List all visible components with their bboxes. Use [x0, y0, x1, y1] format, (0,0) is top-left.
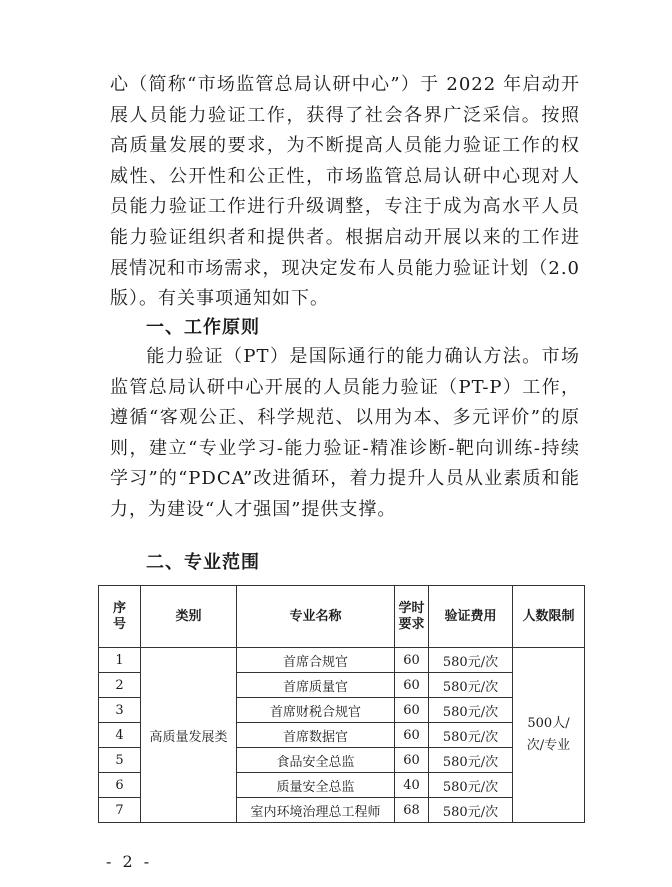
section-heading-principles: 一、工作原则	[146, 317, 260, 338]
cell-limit-text: 500人/次/专业	[526, 716, 571, 753]
header-seq	[99, 586, 141, 648]
cell-hours: 60	[395, 723, 429, 748]
cell-fee: 580元/次	[429, 673, 513, 698]
header-hours-text: 学时要求	[398, 600, 425, 632]
cell-fee: 580元/次	[429, 723, 513, 748]
cell-hours: 68	[395, 798, 429, 823]
cell-seq: 7	[99, 798, 141, 823]
cell-category: 高质量发展类	[141, 648, 237, 823]
cell-name: 首席质量官	[237, 673, 395, 698]
table-row	[99, 648, 585, 673]
cell-name: 食品安全总监	[237, 748, 395, 773]
cell-name: 室内环境治理总工程师	[237, 798, 395, 823]
cell-fee: 580元/次	[429, 648, 513, 673]
cell-name: 首席合规官	[237, 648, 395, 673]
header-limit: 人数限制	[513, 586, 585, 648]
header-hours	[395, 586, 429, 648]
cell-name: 首席财税合规官	[237, 698, 395, 723]
cell-limit	[513, 648, 585, 823]
cell-name: 质量安全总监	[237, 773, 395, 798]
cell-seq: 6	[99, 773, 141, 798]
header-fee: 验证费用	[429, 586, 513, 648]
header-name: 专业名称	[237, 586, 395, 648]
page-number: - 2 -	[106, 852, 153, 871]
cell-seq: 1	[99, 648, 141, 673]
cell-hours: 60	[395, 698, 429, 723]
cell-hours: 40	[395, 773, 429, 798]
header-seq-text: 序号	[112, 600, 126, 632]
cell-fee: 580元/次	[429, 748, 513, 773]
cell-name: 首席数据官	[237, 723, 395, 748]
table-header-row	[99, 586, 585, 648]
cell-fee: 580元/次	[429, 798, 513, 823]
cell-seq: 2	[99, 673, 141, 698]
paragraph-principles-text: 能力验证（PT）是国际通行的能力确认方法。市场监管总局认研中心开展的人员能力验证（PT-P）工作，遵循“客观公正、科学规范、以用为本、多元评价”的原则，建立“专业学习-能力验证-精准诊断-靶向训练-持续学习”的“PDCA”改进循环，着力提升人员从业素质和能力，为建设“人才强国”提供支撑。	[110, 346, 580, 520]
cell-fee: 580元/次	[429, 773, 513, 798]
header-category: 类别	[141, 586, 237, 648]
cell-hours: 60	[395, 648, 429, 673]
paragraph-intro-continued: 心（简称“市场监管总局认研中心”）于 2022 年启动开展人员能力验证工作，获得了社会各界广泛采信。按照高质量发展的要求，为不断提高人员能力验证工作的权威性、公开性和公正性，市场监管总局认研中心现对人员能力验证工作进行升级调整，专注于成为高水平人员能力验证组织者和提供者。根据启动开展以来的工作进展情况和市场需求，现决定发布人员能力验证计划（2.0版）。有关事项通知如下。	[110, 74, 580, 310]
cell-hours: 60	[395, 748, 429, 773]
cell-hours: 60	[395, 673, 429, 698]
paragraph-principles	[110, 342, 580, 526]
cell-seq: 3	[99, 698, 141, 723]
scope-table	[98, 585, 585, 823]
cell-seq: 5	[99, 748, 141, 773]
cell-seq: 4	[99, 723, 141, 748]
section-heading-scope: 二、专业范围	[146, 552, 260, 573]
cell-fee: 580元/次	[429, 698, 513, 723]
